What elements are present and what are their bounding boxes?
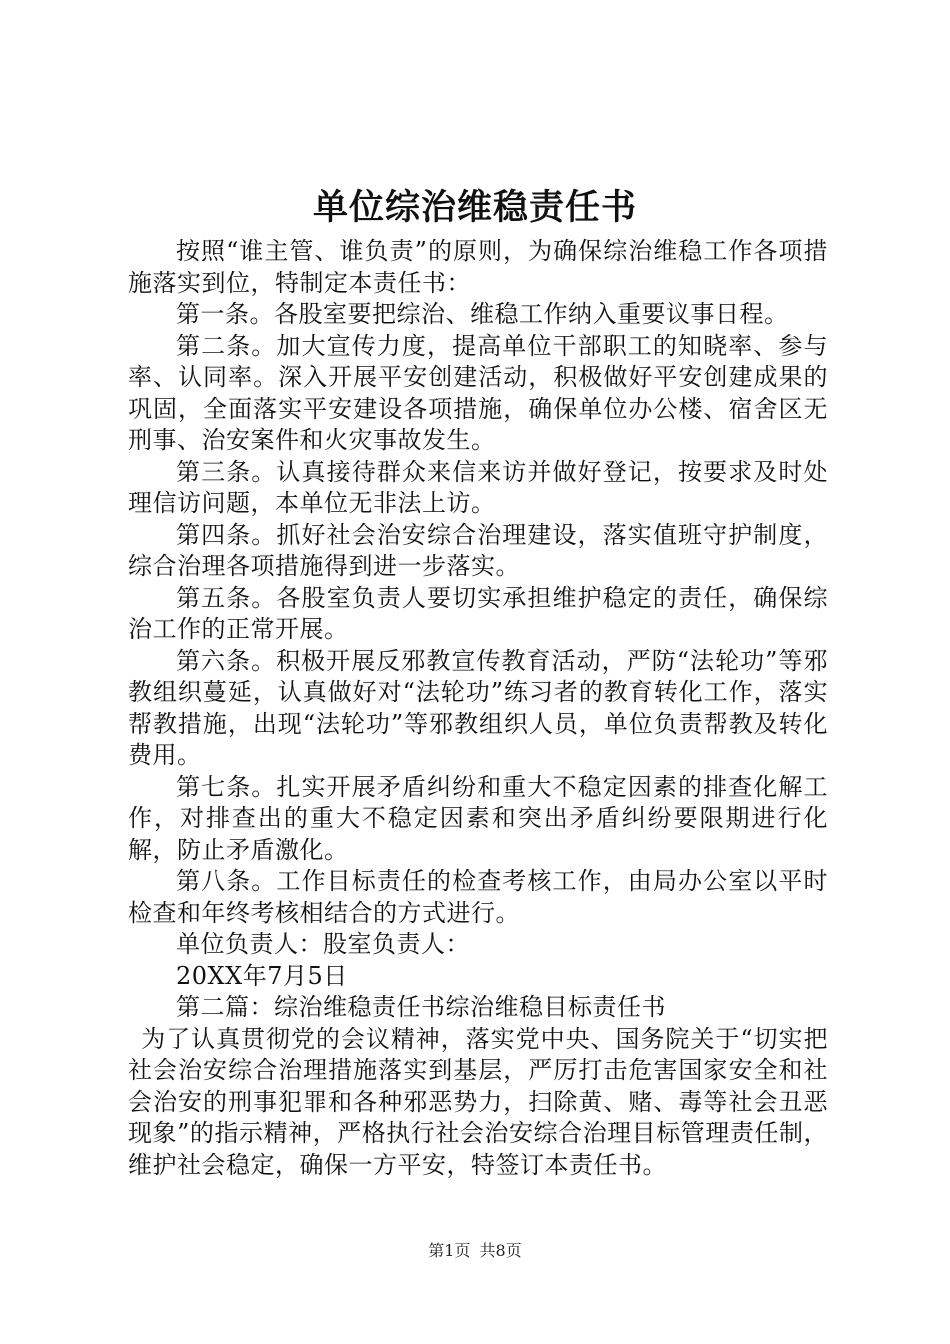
document-title: 单位综治维稳责任书 [312, 187, 637, 228]
article-3-paragraph: 第三条。认真接待群众来信来访并做好登记，按要求及时处理信访问题，本单位无非法上访。 [128, 457, 828, 517]
date-line: 20XX年7月5日 [176, 961, 348, 990]
section-2-heading: 第二篇：综治维稳责任书综治维稳目标责任书 [176, 993, 666, 1021]
article-8-paragraph: 第八条。工作目标责任的检查考核工作，由局办公室以平时检查和年终考核相结合的方式进行。 [128, 867, 828, 927]
article-2-paragraph: 第二条。加大宣传力度，提高单位干部职工的知晓率、参与率、认同率。深入开展平安创建活动，积极做好平安创建成果的巩固，全面落实平安建设各项措施，确保单位办公楼、宿舍区无刑事、治安案件和火灾事故发生。 [128, 331, 828, 454]
article-5-paragraph: 第五条。各股室负责人要切实承担维护稳定的责任，确保综治工作的正常开展。 [128, 583, 828, 643]
article-1-paragraph: 第一条。各股室要把综治、维稳工作纳入重要议事日程。 [176, 300, 789, 328]
page-footer [0, 1241, 950, 1261]
document-body [128, 236, 828, 1181]
article-6-paragraph: 第六条。积极开展反邪教宣传教育活动，严防“法轮功”等邪教组织蔓延，认真做好对“法轮功”练习者的教育转化工作，落实帮教措施，出现“法轮功”等邪教组织人员，单位负责帮教及转化费用。 [128, 646, 828, 769]
article-7-paragraph: 第七条。扎实开展矛盾纠纷和重大不稳定因素的排查化解工作，对排查出的重大不稳定因素和突出矛盾纠纷要限期进行化解，防止矛盾激化。 [128, 772, 828, 864]
section-2-paragraph: 为了认真贯彻党的会议精神，落实党中央、国务院关于“切实把社会治安综合治理措施落实到基层，严厉打击危害国家安全和社会治安的刑事犯罪和各种邪恶势力，扫除黄、赌、毒等社会丑恶现象”的指示精神，严格执行社会治安综合治理目标管理责任制，维护社会稳定，确保一方平安，特签订本责任书。 [128, 1024, 828, 1179]
page-total: 共8页 [479, 1241, 522, 1260]
article-4-paragraph: 第四条。抓好社会治安综合治理建设，落实值班守护制度，综合治理各项措施得到进一步落实。 [128, 520, 828, 580]
signature-line: 单位负责人：股室负责人： [176, 930, 470, 958]
page-number: 第1页 [428, 1241, 471, 1260]
intro-paragraph: 按照“谁主管、谁负责”的原则，为确保综治维稳工作各项措施落实到位，特制定本责任书： [128, 237, 828, 297]
